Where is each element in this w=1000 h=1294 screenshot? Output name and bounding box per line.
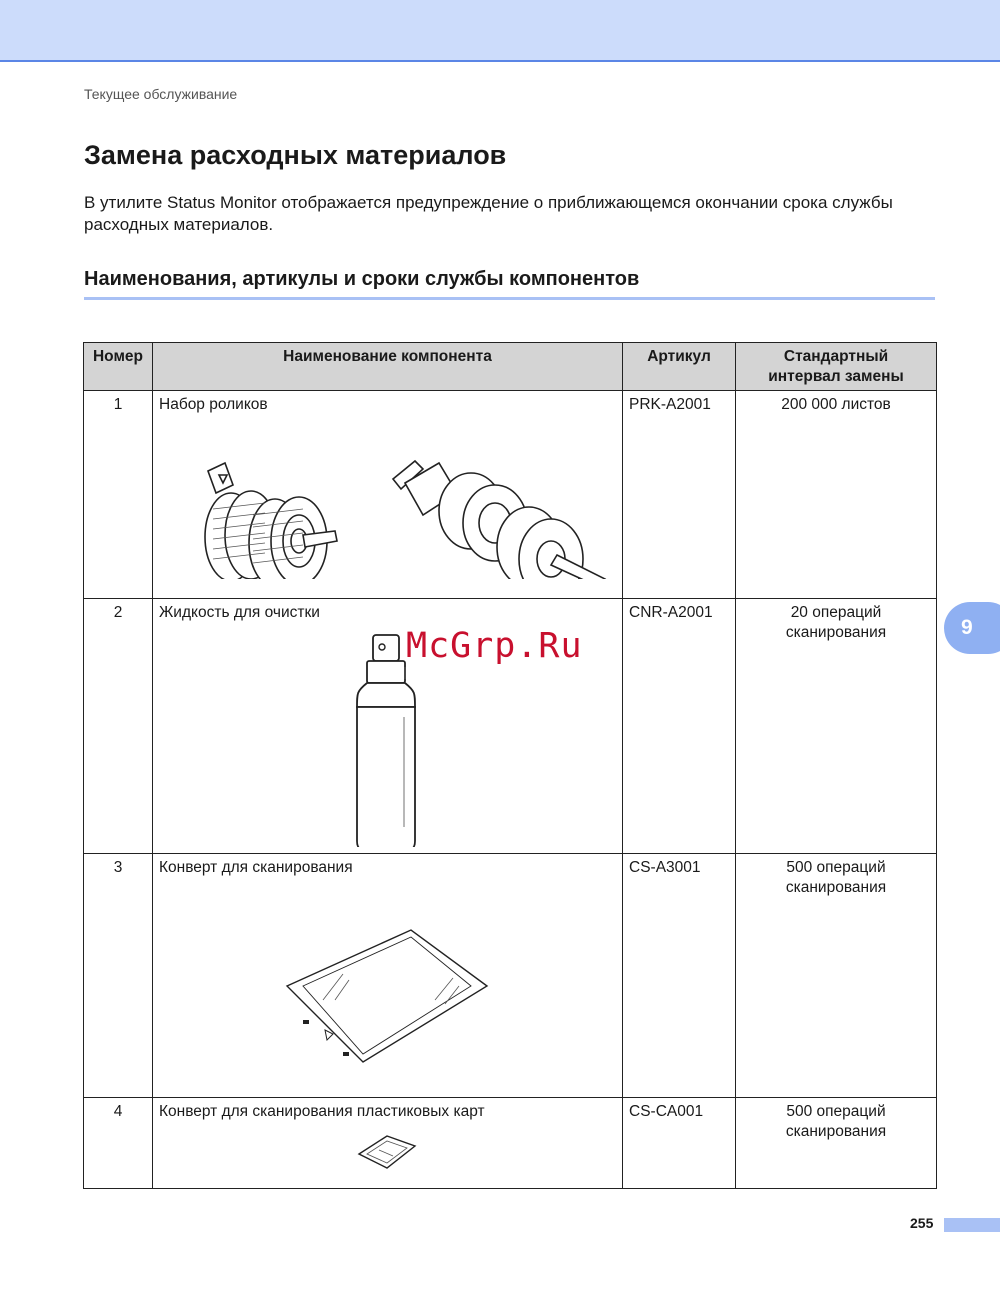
- row-name-cell: [153, 854, 623, 1098]
- row-name-cell: [153, 1098, 623, 1189]
- intro-paragraph: В утилите Status Monitor отображается предупреждение о приближающемся окончании срока службы расходных материалов.: [84, 193, 893, 234]
- breadcrumb: Текущее обслуживание: [84, 86, 238, 102]
- row-interval-line2: сканирования: [785, 1123, 887, 1140]
- row-part-cell: [623, 1098, 736, 1189]
- row-name: Жидкость для очистки: [159, 604, 320, 621]
- row-number: 3: [113, 859, 123, 876]
- row-number-cell: [84, 854, 153, 1098]
- table-header-row: [84, 343, 937, 391]
- row-interval-line1: 500 операций: [786, 1103, 886, 1120]
- row-interval-cell: [736, 1098, 937, 1189]
- section-title: Наименования, артикулы и сроки службы компонентов: [84, 268, 935, 300]
- header-interval: [736, 343, 937, 391]
- row-part-cell: [623, 391, 736, 599]
- header-interval-line2: интервал замены: [768, 368, 904, 385]
- page-title: Замена расходных материалов: [84, 140, 507, 170]
- roller-kit-image: [153, 419, 621, 579]
- row-name: Набор роликов: [159, 396, 268, 413]
- header-number: Номер: [84, 343, 153, 391]
- page-number: 255: [910, 1215, 934, 1231]
- table-row: [84, 391, 937, 599]
- row-number-cell: [84, 391, 153, 599]
- row-number: 1: [113, 396, 123, 413]
- chapter-tab-label: 9: [961, 616, 973, 639]
- row-number-cell: [84, 1098, 153, 1189]
- card-carrier-illustration: [153, 1126, 622, 1187]
- parts-table: [83, 342, 937, 1189]
- row-part-cell: [623, 854, 736, 1098]
- row-interval-line1: 20 операций: [790, 604, 882, 621]
- row-part-cell: [623, 599, 736, 854]
- header-band: [0, 0, 1000, 62]
- row-number: 4: [113, 1103, 123, 1120]
- header-part: Артикул: [623, 343, 736, 391]
- chapter-tab[interactable]: [944, 602, 1000, 654]
- table-row: [84, 1098, 937, 1189]
- row-interval-cell: [736, 391, 937, 599]
- carrier-sheet-image: [153, 882, 621, 1092]
- roller-kit-illustration: [153, 419, 622, 584]
- footer-accent-bar: [944, 1218, 1000, 1232]
- row-part: CS-A3001: [629, 859, 701, 876]
- table-row: [84, 854, 937, 1098]
- row-name: Конверт для сканирования пластиковых карт: [159, 1103, 485, 1120]
- row-part: PRK-A2001: [629, 396, 711, 413]
- row-interval-line1: 500 операций: [786, 859, 886, 876]
- row-interval-line1: 200 000 листов: [781, 396, 891, 413]
- header-interval-line1: Стандартный: [783, 348, 889, 365]
- row-interval-line2: сканирования: [785, 879, 887, 896]
- watermark: McGrp.Ru: [406, 626, 583, 666]
- row-name-cell: [153, 391, 623, 599]
- card-carrier-image: [153, 1126, 621, 1182]
- row-interval-cell: [736, 854, 937, 1098]
- row-part: CS-CA001: [629, 1103, 704, 1120]
- row-part: CNR-A2001: [629, 604, 713, 621]
- carrier-sheet-illustration: [153, 882, 622, 1097]
- row-name: Конверт для сканирования: [159, 859, 353, 876]
- row-interval-line2: сканирования: [785, 624, 887, 641]
- row-number: 2: [113, 604, 123, 621]
- row-number-cell: [84, 599, 153, 854]
- header-name: Наименование компонента: [153, 343, 623, 391]
- row-interval-cell: [736, 599, 937, 854]
